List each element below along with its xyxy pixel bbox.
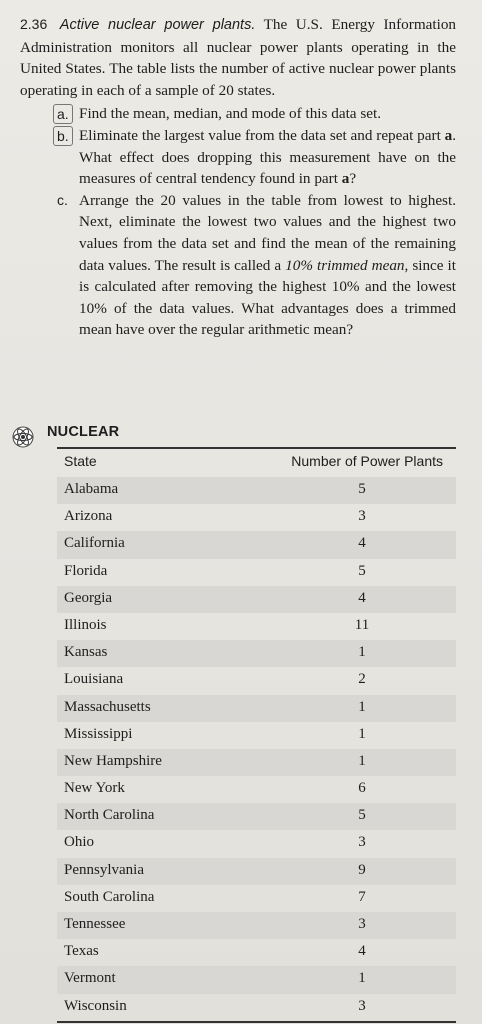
column-header-plants: Number of Power Plants [291, 453, 443, 469]
plant-count-cell: 1 [358, 644, 366, 661]
table-row [57, 695, 456, 722]
table-row [57, 722, 456, 749]
table-header [10, 424, 456, 448]
state-cell: Illinois [64, 616, 107, 633]
part-b-label: b. [53, 126, 73, 146]
atom-icon [10, 426, 36, 448]
exercise-number: 2.36 [20, 16, 48, 32]
plant-count-cell: 1 [358, 698, 366, 715]
plant-count-cell: 2 [358, 671, 366, 688]
part-c-term: 10% trimmed mean [285, 256, 405, 274]
table-row [57, 667, 456, 694]
table-row [57, 803, 456, 830]
state-cell: Texas [64, 943, 99, 960]
part-c-text-2: , since it is calculated after removing the highest 10% and the lowest 10% of the data values. What advantages does a trimmed mean have over the regular arithmetic mean? [79, 256, 456, 339]
table-row [57, 477, 456, 504]
plant-count-cell: 3 [358, 997, 366, 1014]
plant-count-cell: 1 [358, 725, 366, 742]
state-cell: New York [64, 780, 125, 797]
table-row [57, 531, 456, 558]
plant-count-cell: 5 [358, 481, 366, 497]
table-row [57, 858, 456, 885]
plant-count-cell: 5 [358, 562, 366, 579]
state-cell: North Carolina [64, 807, 155, 824]
part-b [20, 125, 456, 190]
part-b-text-1: Eliminate the largest value from the data set and repeat part [79, 126, 445, 144]
plant-count-cell: 4 [358, 943, 366, 960]
table-row [57, 912, 456, 939]
state-cell: South Carolina [64, 888, 155, 905]
table-name: NUCLEAR [47, 424, 120, 440]
table-row [57, 586, 456, 613]
state-cell: New Hampshire [64, 752, 162, 769]
part-a-label: a. [53, 104, 73, 124]
state-cell: Alabama [64, 481, 119, 497]
state-cell: Mississippi [64, 725, 133, 742]
exercise-intro-text: The U.S. Energy Information Administration monitors all nuclear power plants operating in the United States. The table lists the number of active nuclear power plants operating in each of a sample of 20 states. [20, 16, 457, 99]
table-row [57, 559, 456, 586]
plant-count-cell: 4 [358, 589, 366, 606]
plant-count-cell: 9 [358, 861, 366, 878]
state-cell: Arizona [64, 508, 113, 525]
table-row [57, 939, 456, 966]
table-row [57, 504, 456, 531]
part-c-text-1: Arrange the 20 values in the table from lowest to highest. Next, eliminate the lowest two values and the highest two values from the data set and find the mean of the remaining data values. The result is called a [79, 191, 456, 274]
column-header-state: State [64, 453, 97, 469]
table-row [57, 966, 456, 993]
exercise-2-36 [20, 14, 456, 341]
plant-count-cell: 1 [358, 970, 366, 987]
part-c-label: c. [57, 191, 68, 208]
plant-count-cell: 4 [358, 535, 366, 552]
plant-count-cell: 3 [358, 916, 366, 932]
state-cell: Vermont [64, 970, 116, 987]
plant-count-cell: 6 [358, 780, 366, 797]
table-row [57, 885, 456, 912]
plant-count-cell: 3 [358, 834, 366, 851]
exercise-intro [20, 14, 456, 101]
table-row [57, 994, 456, 1021]
part-b-ref-1: a [444, 126, 453, 144]
state-cell: Georgia [64, 589, 113, 606]
table-top-rule [57, 447, 456, 449]
part-c [20, 190, 456, 341]
plant-count-cell: 3 [358, 508, 366, 525]
state-cell: Wisconsin [64, 997, 127, 1014]
exercise-title: Active nuclear power plants. [59, 17, 256, 33]
table-row [57, 830, 456, 857]
table-row [57, 640, 456, 667]
state-cell: Louisiana [64, 671, 124, 688]
part-b-text-3: ? [349, 170, 357, 188]
state-cell: Kansas [64, 644, 108, 661]
table-bottom-rule [57, 1021, 456, 1023]
plant-count-cell: 7 [358, 888, 366, 905]
part-a [20, 103, 456, 125]
part-a-text: Find the mean, median, and mode of this data set. [79, 105, 381, 123]
table-body [57, 477, 456, 1021]
part-b-text-2: . What effect does dropping this measurement have on the measures of central tendency found in part [79, 126, 456, 188]
part-b-ref-2: a [341, 170, 350, 188]
plant-count-cell: 11 [354, 616, 370, 633]
state-cell: Ohio [64, 834, 94, 851]
state-cell: Tennessee [64, 916, 126, 932]
state-cell: Florida [64, 562, 108, 579]
plant-count-cell: 1 [358, 752, 366, 769]
nuclear-data-table [10, 424, 456, 1014]
table-row [57, 776, 456, 803]
plant-count-cell: 5 [358, 807, 366, 824]
table-row [57, 749, 456, 776]
state-cell: Pennsylvania [64, 861, 144, 878]
state-cell: Massachusetts [64, 698, 151, 715]
state-cell: California [64, 535, 125, 552]
table-column-headers [57, 453, 456, 473]
table-row [57, 613, 456, 640]
